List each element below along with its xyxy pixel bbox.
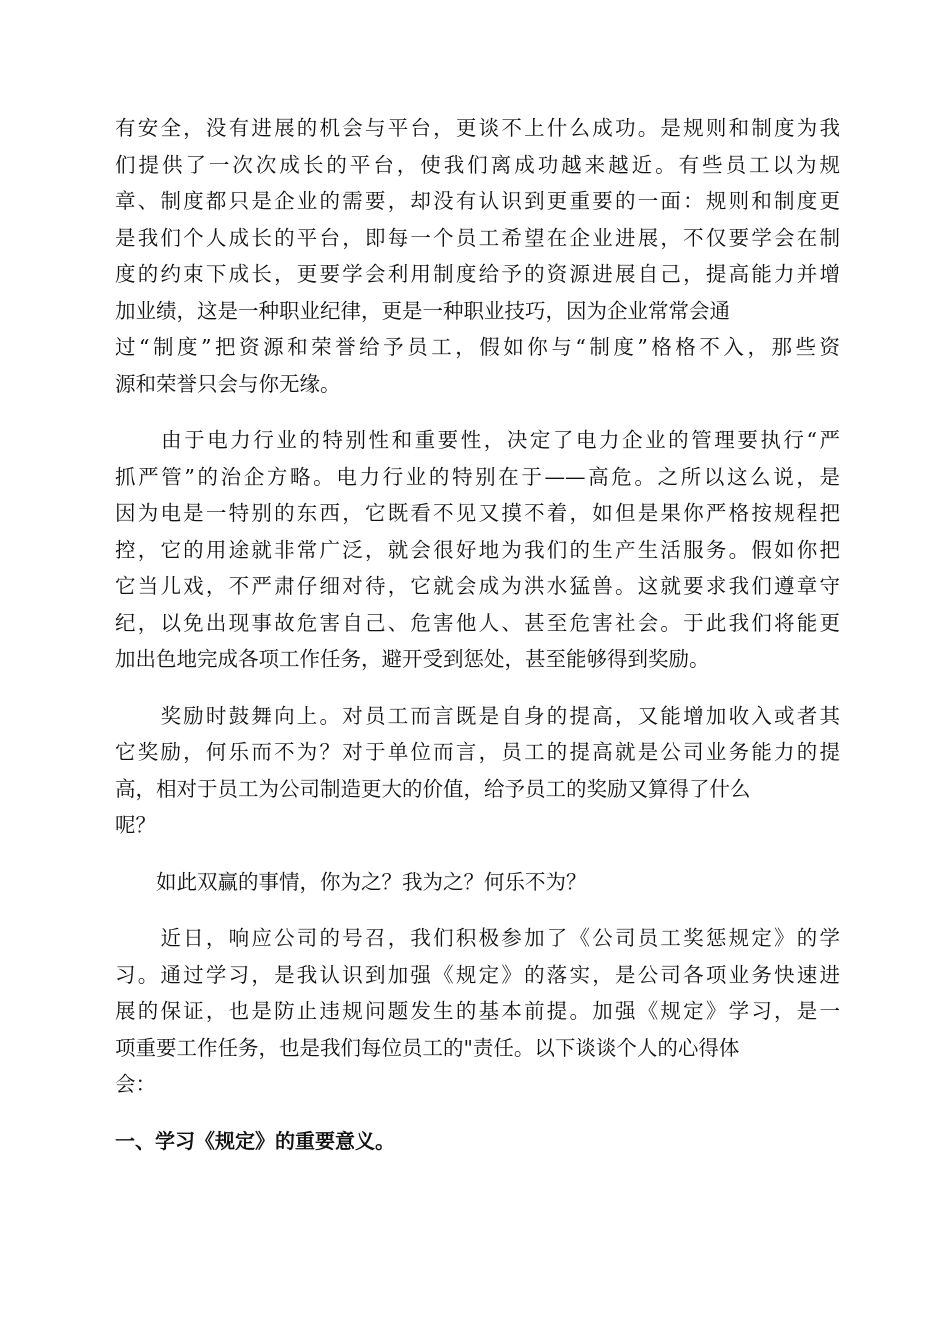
text-line: 有安全，没有进展的机会与平台，更谈不上什么成功。是规则和制度为我 xyxy=(115,116,840,140)
text-line: 源和荣誉只会与你无缘。 xyxy=(115,371,341,396)
text-line: 奖励时鼓舞向上。对员工而言既是自身的提高，又能增加收入或者其 xyxy=(115,703,840,728)
text-line: 加业绩，这是一种职业纪律，更是一种职业技巧，因为企业常常会通 xyxy=(115,298,730,323)
text-line: 呢？ xyxy=(115,813,156,837)
text-line: 会： xyxy=(115,1072,156,1096)
text-line: 习。通过学习，是我认识到加强《规定》的落实，是公司各项业务快速进 xyxy=(115,962,840,987)
text-line: 度的约束下成长，更要学会利用制度给予的资源进展自己，提高能力并增 xyxy=(115,262,840,286)
paragraph-2 xyxy=(115,422,840,678)
text-line: 高，相对于员工为公司制造更大的价值，给予员工的奖励又算得了什么 xyxy=(115,776,751,801)
text-line: 过“制度”把资源和荣誉给予员工，假如你与“制度”格格不入，那些资 xyxy=(115,335,840,359)
text-line: 因为电是一特别的东西，它既看不见又摸不着，如但是果你严格按规程把 xyxy=(115,501,840,525)
section-heading: 一、学习《规定》的重要意义。 xyxy=(115,1128,395,1153)
text-line: 加出色地完成各项工作任务，避开受到惩处，甚至能够得到奖励。 xyxy=(115,647,710,671)
paragraph-4 xyxy=(115,864,840,901)
text-line: 如此双赢的事情，你为之？我为之？何乐不为？ xyxy=(115,869,587,894)
text-line: 近日，响应公司的号召，我们积极参加了《公司员工奖惩规定》的学 xyxy=(115,926,840,950)
document-page xyxy=(115,110,840,1159)
text-line: 它奖励，何乐而不为？对于单位而言，员工的提高就是公司业务能力的提 xyxy=(115,740,840,764)
text-line: 控，它的用途就非常广泛，就会很好地为我们的生产生活服务。假如你把 xyxy=(115,537,840,562)
text-line: 纪，以免出现事故危害自己、危害他人、甚至危害社会。于此我们将能更 xyxy=(115,610,840,635)
text-line: 抓严管”的治企方略。电力行业的特别在于——高危。之所以这么说，是 xyxy=(115,464,840,489)
paragraph-3 xyxy=(115,698,840,844)
text-line: 们提供了一次次成长的平台，使我们离成功越来越近。有些员工以为规 xyxy=(115,152,840,177)
text-line: 章、制度都只是企业的需要，却没有认识到更重要的一面：规则和制度更 xyxy=(115,189,840,213)
text-line: 项重要工作任务，也是我们每位员工的"责任。以下谈谈个人的心得体 xyxy=(115,1035,740,1060)
text-line: 由于电力行业的特别性和重要性，决定了电力企业的管理要执行“严 xyxy=(115,428,840,452)
text-line: 展的保证，也是防止违规问题发生的基本前提。加强《规定》学习，是一 xyxy=(115,999,840,1023)
text-line: 是我们个人成长的平台，即每一个员工希望在企业进展，不仅要学会在制 xyxy=(115,225,840,250)
paragraph-5 xyxy=(115,920,840,1103)
text-line: 它当儿戏，不严肃仔细对待，它就会成为洪水猛兽。这就要求我们遵章守 xyxy=(115,574,840,598)
paragraph-1 xyxy=(115,110,840,402)
